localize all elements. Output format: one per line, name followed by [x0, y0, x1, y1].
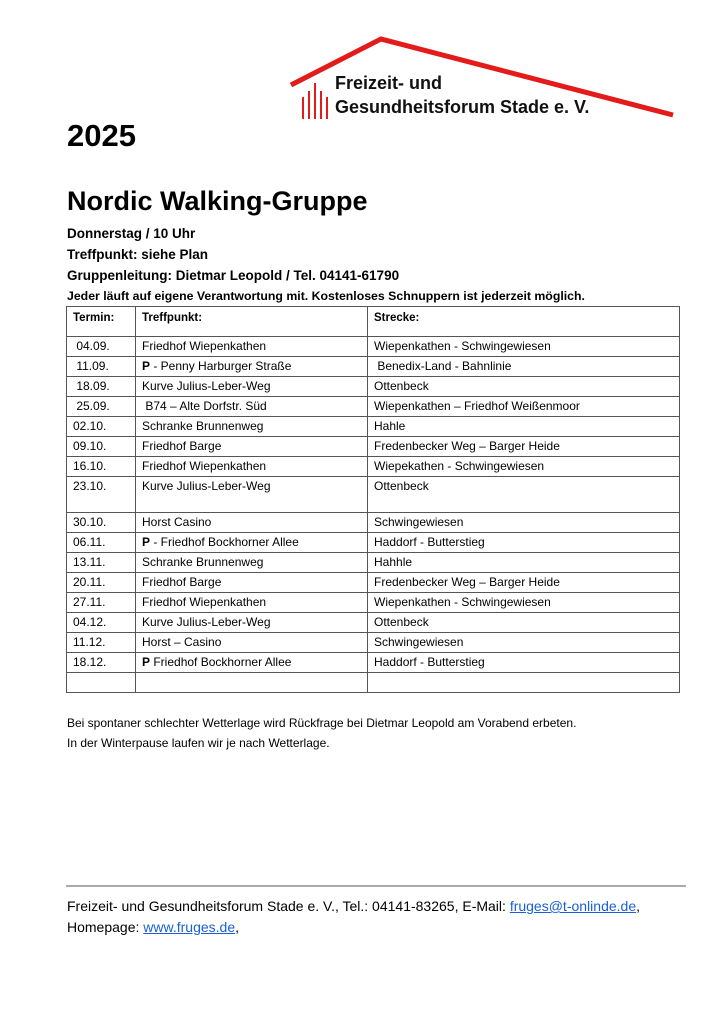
header-meeting-point: Treffpunkt: — [136, 307, 368, 337]
route-cell: Ottenbeck — [368, 377, 680, 397]
info-meeting-point: Treffpunkt: siehe Plan — [67, 247, 209, 262]
meeting-point-text: Friedhof Bockhorner Allee — [150, 655, 292, 669]
info-group-leader: Gruppenleitung: Dietmar Leopold / Tel. 04141-61790 — [67, 268, 400, 283]
footer-divider — [66, 885, 686, 887]
meeting-point-cell — [136, 337, 368, 357]
homepage-link[interactable]: www.fruges.de — [143, 919, 236, 935]
meeting-point-cell — [136, 457, 368, 477]
meeting-point-text: Horst – Casino — [142, 635, 222, 649]
parking-prefix: P — [142, 655, 151, 669]
meeting-point-cell — [136, 397, 368, 417]
meeting-point-cell — [136, 553, 368, 573]
header-date: Termin: — [67, 307, 136, 337]
route-cell: Haddorf - Butterstieg — [368, 653, 680, 673]
table-row — [67, 513, 680, 533]
date-cell: 16.10. — [67, 457, 136, 477]
date-cell: 04.12. — [67, 613, 136, 633]
date-cell: 13.11. — [67, 553, 136, 573]
date-cell: 20.11. — [67, 573, 136, 593]
meeting-point-cell — [136, 513, 368, 533]
table-row — [67, 553, 680, 573]
date-cell: 30.10. — [67, 513, 136, 533]
table-row — [67, 357, 680, 377]
meeting-point-cell — [136, 573, 368, 593]
meeting-point-cell — [136, 437, 368, 457]
route-cell: Schwingewiesen — [368, 513, 680, 533]
date-cell: 02.10. — [67, 417, 136, 437]
table-row — [67, 533, 680, 553]
info-disclaimer: Jeder läuft auf eigene Verantwortung mit. Kostenloses Schnuppern ist jederzeit möglich. — [67, 289, 585, 303]
email-link[interactable]: fruges@t-onlinde.de — [509, 898, 637, 914]
route-cell: Wiepenkathen – Friedhof Weißenmoor — [368, 397, 680, 417]
route-cell: Fredenbecker Weg – Barger Heide — [368, 437, 680, 457]
date-cell: 11.12. — [67, 633, 136, 653]
meeting-point-text: Schranke Brunnenweg — [142, 419, 264, 433]
table-row — [67, 613, 680, 633]
table-row — [67, 633, 680, 653]
route-cell: Hahle — [368, 417, 680, 437]
meeting-point-cell — [136, 377, 368, 397]
meeting-point-cell — [136, 653, 368, 673]
meeting-point-cell — [136, 417, 368, 437]
schedule-table — [66, 306, 680, 693]
route-cell: Haddorf - Butterstieg — [368, 533, 680, 553]
date-cell: 23.10. — [67, 477, 136, 513]
info-day-time: Donnerstag / 10 Uhr — [67, 226, 196, 241]
date-cell: 04.09. — [67, 337, 136, 357]
date-cell: 18.12. — [67, 653, 136, 673]
meeting-point-text: Schranke Brunnenweg — [142, 555, 264, 569]
date-cell: 06.11. — [67, 533, 136, 553]
meeting-point-text: Friedhof Wiepenkathen — [142, 459, 267, 473]
meeting-point-text: Friedhof Wiepenkathen — [142, 595, 267, 609]
logo — [285, 33, 677, 121]
date-cell: 11.09. — [67, 357, 136, 377]
table-row — [67, 377, 680, 397]
route-cell: Schwingewiesen — [368, 633, 680, 653]
winter-note: In der Winterpause laufen wir je nach Wetterlage. — [67, 736, 330, 750]
meeting-point-cell — [136, 633, 368, 653]
route-cell: Ottenbeck — [368, 613, 680, 633]
table-row — [67, 337, 680, 357]
table-row — [67, 593, 680, 613]
footer-org-text: Freizeit- und Gesundheitsforum Stade e. V., Tel.: 04141-83265, E-Mail: — [67, 898, 510, 914]
table-row — [67, 653, 680, 673]
route-cell — [368, 673, 680, 693]
route-cell: Ottenbeck — [368, 477, 680, 513]
date-cell: 09.10. — [67, 437, 136, 457]
meeting-point-text: Friedhof Barge — [142, 439, 222, 453]
footer-line2 — [67, 919, 239, 935]
meeting-point-cell — [136, 357, 368, 377]
route-cell: Wiepenkathen - Schwingewiesen — [368, 593, 680, 613]
route-cell: Wiepenkathen - Schwingewiesen — [368, 337, 680, 357]
meeting-point-text: Friedhof Barge — [142, 575, 222, 589]
meeting-point-cell — [136, 673, 368, 693]
date-cell: 27.11. — [67, 593, 136, 613]
route-cell: Fredenbecker Weg – Barger Heide — [368, 573, 680, 593]
route-cell: Benedix-Land - Bahnlinie — [368, 357, 680, 377]
logo-text-line1: Freizeit- und — [335, 73, 442, 93]
date-cell — [67, 673, 136, 693]
meeting-point-text: - Friedhof Bockhorner Allee — [150, 535, 299, 549]
meeting-point-cell — [136, 533, 368, 553]
page-title: Nordic Walking-Gruppe — [67, 186, 368, 216]
route-cell: Hahhle — [368, 553, 680, 573]
footer-comma: , — [636, 898, 640, 914]
table-row — [67, 573, 680, 593]
table-row — [67, 397, 680, 417]
header-route: Strecke: — [368, 307, 680, 337]
date-cell: 25.09. — [67, 397, 136, 417]
meeting-point-text: Kurve Julius-Leber-Weg — [142, 615, 271, 629]
table-header-row — [67, 307, 680, 337]
footer-line1 — [67, 898, 640, 914]
date-cell: 18.09. — [67, 377, 136, 397]
meeting-point-text: Kurve Julius-Leber-Weg — [142, 479, 271, 493]
parking-prefix: P — [142, 535, 151, 549]
meeting-point-text: Kurve Julius-Leber-Weg — [142, 379, 271, 393]
meeting-point-cell — [136, 477, 368, 513]
table-row — [67, 457, 680, 477]
footer-comma: , — [235, 919, 239, 935]
homepage-label: Homepage: — [67, 919, 144, 935]
table-row — [67, 417, 680, 437]
meeting-point-text: Horst Casino — [142, 515, 212, 529]
route-cell: Wiepekathen - Schwingewiesen — [368, 457, 680, 477]
meeting-point-cell — [136, 593, 368, 613]
year-heading: 2025 — [67, 118, 136, 153]
meeting-point-text: Friedhof Wiepenkathen — [142, 339, 267, 353]
meeting-point-text: - Penny Harburger Straße — [150, 359, 292, 373]
meeting-point-text: B74 – Alte Dorfstr. Süd — [142, 399, 267, 413]
parking-prefix: P — [142, 359, 151, 373]
table-row — [67, 437, 680, 457]
weather-note: Bei spontaner schlechter Wetterlage wird Rückfrage bei Dietmar Leopold am Vorabend erbeten. — [67, 716, 577, 730]
meeting-point-cell — [136, 613, 368, 633]
table-row — [67, 477, 680, 513]
logo-text-line2: Gesundheitsforum Stade e. V. — [335, 97, 590, 117]
table-row — [67, 673, 680, 693]
